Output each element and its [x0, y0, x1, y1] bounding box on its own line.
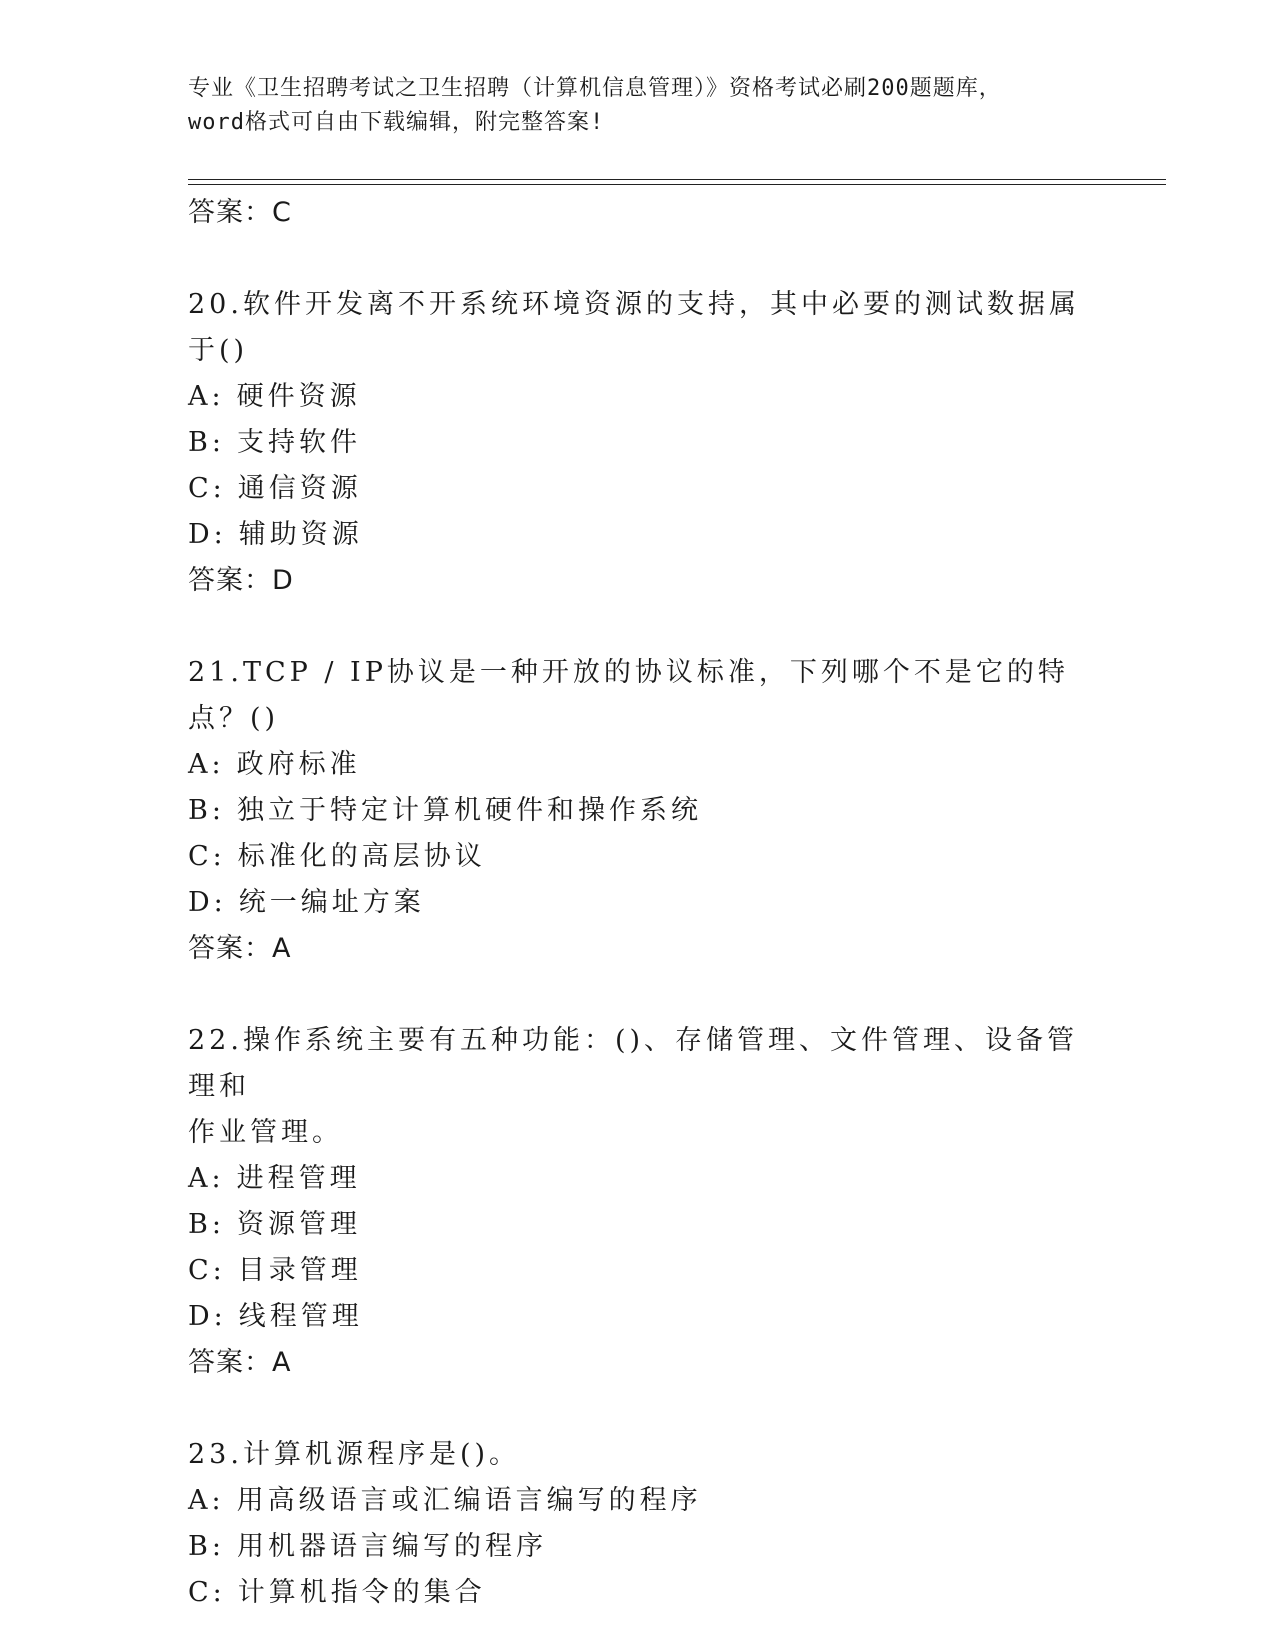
option-a — [188, 1478, 1088, 1524]
option-text: 进程管理 — [236, 1163, 361, 1194]
answer-label: 答案：A — [188, 933, 292, 964]
answer-label: 答案：D — [188, 565, 294, 596]
document-body — [188, 190, 1088, 1616]
question-stem: 22.操作系统主要有五种功能：()、存储管理、文件管理、设备管理和 — [188, 1025, 1079, 1102]
spacer — [188, 972, 1088, 1018]
spacer — [188, 236, 1088, 282]
option-letter: B: — [188, 1209, 225, 1240]
option-text: 目录管理 — [237, 1255, 362, 1286]
option-letter: B: — [188, 427, 225, 458]
question-item — [188, 282, 1088, 604]
header-line-2: word格式可自由下载编辑，附完整答案! — [188, 110, 605, 135]
option-c — [188, 834, 1088, 880]
question-item — [188, 1432, 1088, 1616]
question-stem-continued: 作业管理。 — [188, 1117, 343, 1148]
option-d — [188, 880, 1088, 926]
option-b — [188, 1524, 1088, 1570]
option-text: 独立于特定计算机硬件和操作系统 — [236, 795, 702, 826]
option-a — [188, 1156, 1088, 1202]
option-text: 支持软件 — [236, 427, 361, 458]
option-letter: C: — [188, 1577, 226, 1608]
question-stem: 21.TCP / IP协议是一种开放的协议标准，下列哪个不是它的特点？() — [188, 657, 1069, 734]
spacer — [188, 1386, 1088, 1432]
option-b — [188, 1202, 1088, 1248]
header-divider-bottom — [188, 184, 1166, 185]
option-text: 硬件资源 — [236, 381, 361, 412]
option-d — [188, 512, 1088, 558]
option-letter: C: — [188, 1255, 226, 1286]
option-letter: A: — [188, 749, 225, 780]
option-b — [188, 420, 1088, 466]
question-item — [188, 1018, 1088, 1386]
document-header — [188, 72, 1088, 140]
option-text: 资源管理 — [236, 1209, 361, 1240]
question-stem: 23.计算机源程序是()。 — [188, 1439, 521, 1470]
option-text: 通信资源 — [237, 473, 362, 504]
option-letter: C: — [188, 473, 226, 504]
option-a — [188, 374, 1088, 420]
option-letter: B: — [188, 795, 225, 826]
header-line-1: 专业《卫生招聘考试之卫生招聘（计算机信息管理）》资格考试必刷200题题库， — [188, 76, 1002, 101]
option-a — [188, 742, 1088, 788]
answer-label: 答案：A — [188, 1347, 292, 1378]
option-text: 辅助资源 — [238, 519, 363, 550]
option-text: 标准化的高层协议 — [237, 841, 486, 872]
option-letter: A: — [188, 1163, 225, 1194]
option-letter: A: — [188, 381, 225, 412]
option-letter: D: — [188, 1301, 227, 1332]
option-letter: D: — [188, 519, 227, 550]
option-letter: B: — [188, 1531, 225, 1562]
option-c — [188, 466, 1088, 512]
option-c — [188, 1248, 1088, 1294]
option-letter: C: — [188, 841, 226, 872]
answer-label: 答案：C — [188, 197, 292, 228]
header-divider-top — [188, 179, 1166, 180]
option-d — [188, 1294, 1088, 1340]
option-text: 计算机指令的集合 — [237, 1577, 486, 1608]
option-text: 线程管理 — [238, 1301, 363, 1332]
option-letter: A: — [188, 1485, 225, 1516]
question-item — [188, 650, 1088, 972]
option-c — [188, 1570, 1088, 1616]
option-text: 用高级语言或汇编语言编写的程序 — [236, 1485, 702, 1516]
option-text: 用机器语言编写的程序 — [236, 1531, 547, 1562]
option-b — [188, 788, 1088, 834]
option-text: 政府标准 — [236, 749, 361, 780]
spacer — [188, 604, 1088, 650]
option-letter: D: — [188, 887, 227, 918]
option-text: 统一编址方案 — [238, 887, 425, 918]
question-stem: 20.软件开发离不开系统环境资源的支持，其中必要的测试数据属于() — [188, 289, 1080, 366]
